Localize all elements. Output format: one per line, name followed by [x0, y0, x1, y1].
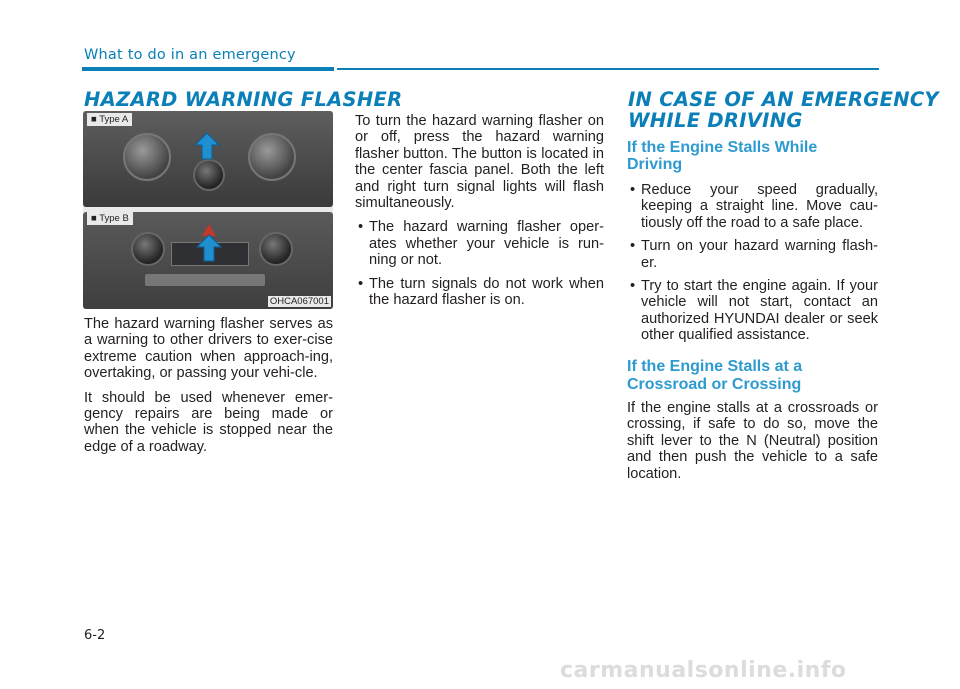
figure-code: OHCA067001: [269, 296, 329, 307]
center-dial-a: [193, 159, 225, 191]
stall-driving-list: [627, 182, 878, 351]
stall-driving-heading-line1: If the Engine Stalls While: [627, 139, 818, 156]
hazard-paragraph-1: The hazard warning flasher serves as a warning to other drivers to exer-cise extreme caution when approach-ing, overtaking, or passing your vehi-cle.: [84, 316, 333, 382]
hazard-usage-paragraph: To turn the hazard warning flasher on or off, press the hazard warning flasher button. The button is located in the center fascia panel. Both the left and right turn signal lights will flash simultaneously.: [355, 113, 604, 212]
list-item: • The turn signals do not work when the hazard flasher is on.: [355, 276, 604, 309]
stall-crossing-text: [627, 400, 878, 490]
right-knob-b: [259, 232, 293, 266]
panel-type-b: [83, 212, 333, 309]
emergency-title-line2: WHILE DRIVING: [628, 109, 803, 132]
stall-crossing-heading-line1: If the Engine Stalls at a: [627, 358, 803, 375]
hazard-bullets: [355, 219, 604, 308]
list-item: • The hazard warning flasher oper-ates whether your vehicle is run-ning or not.: [355, 219, 604, 268]
header-rule-dark: [82, 67, 334, 71]
stall-driving-heading-line2: Driving: [627, 156, 683, 173]
stall-crossing-paragraph: If the engine stalls at a crossroads or crossing, if safe to do so, move the shift lever to the N (Neutral) position and then push the vehicle to a safe location.: [627, 400, 878, 482]
section-label: What to do in an emergency: [84, 47, 296, 63]
arrow-up-icon: [194, 132, 220, 160]
stall-driving-bullets: [627, 182, 878, 344]
list-item: • Reduce your speed gradually, keeping a straight line. Move cau-tiously off the road to a safe place.: [627, 182, 878, 231]
page-number: 6-2: [84, 628, 106, 643]
type-a-label: ■ Type A: [87, 113, 132, 126]
stall-crossing-heading-line2: Crossroad or Crossing: [627, 376, 802, 393]
button-row: [145, 274, 265, 286]
hazard-paragraph-2: It should be used whenever emer-gency repairs are being made or when the vehicle is stopped near the edge of a roadway.: [84, 389, 333, 455]
type-b-label: ■ Type B: [87, 212, 133, 225]
watermark: carmanualsonline.info: [560, 658, 847, 683]
left-text: [84, 316, 333, 463]
list-item: • Try to start the engine again. If your vehicle will not start, contact an authorized HYUNDAI dealer or seek other qualified assistance.: [627, 278, 878, 344]
list-item: • Turn on your hazard warning flash-er.: [627, 238, 878, 271]
header-rule-light: [337, 68, 879, 70]
middle-text: [355, 113, 604, 315]
left-knob-b: [131, 232, 165, 266]
hazard-warning-title: HAZARD WARNING FLASHER: [84, 88, 403, 111]
emergency-title-line1: IN CASE OF AN EMERGENCY: [628, 88, 939, 111]
left-knob-a: [123, 133, 171, 181]
hazard-button-figure: [83, 111, 333, 309]
arrow-up-icon: [196, 234, 222, 262]
right-knob-a: [248, 133, 296, 181]
